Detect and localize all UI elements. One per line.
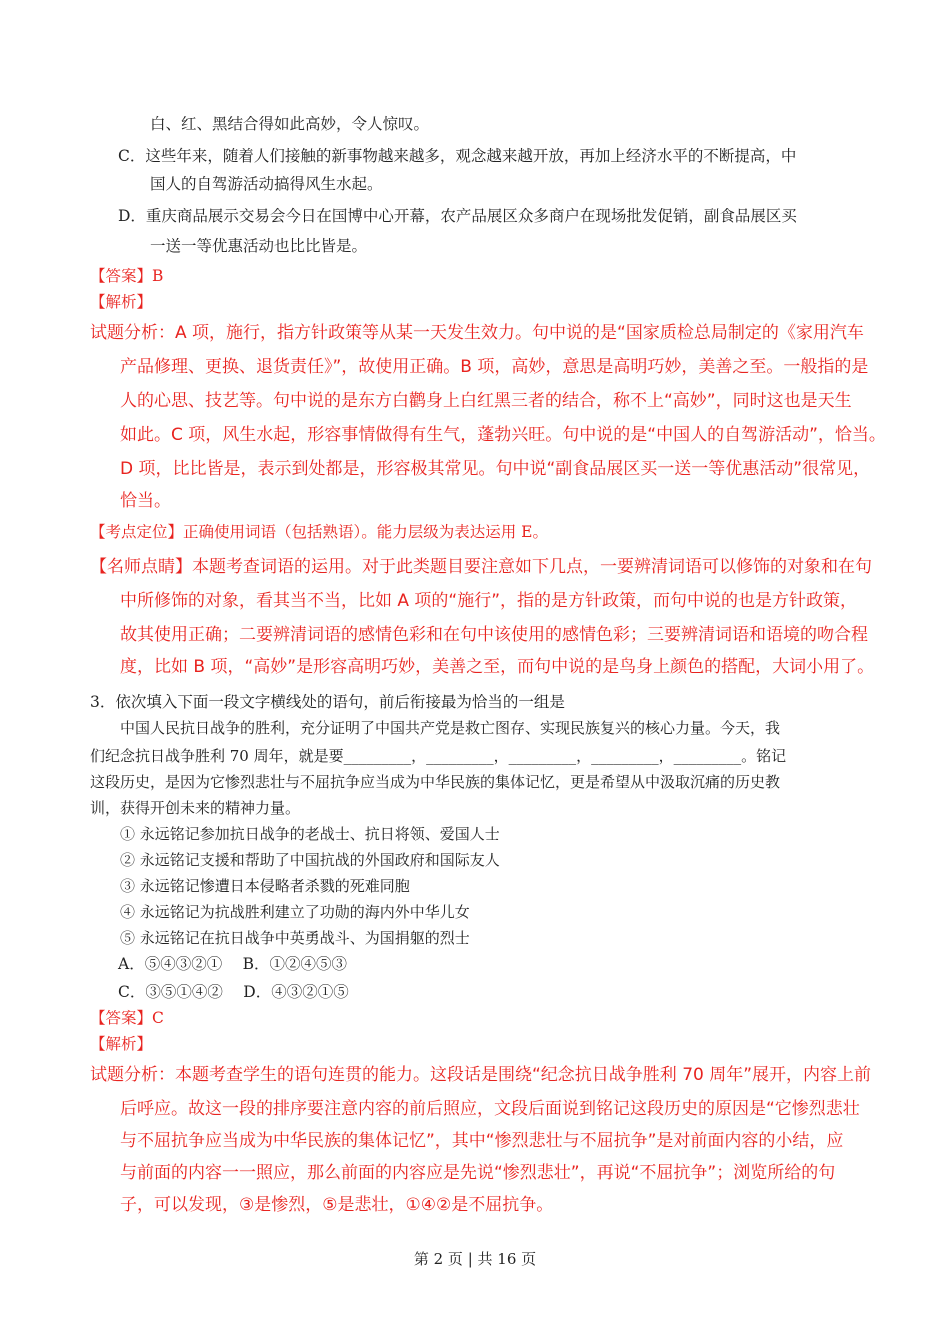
q2-kaodian: 【考点定位】正确使用词语（包括熟语）。能力层级为表达运用 E。 xyxy=(90,523,548,541)
q3-analysis-line: 与不屈抗争应当成为中华民族的集体记忆”，其中“惨烈悲壮与不屈抗争”是对前面内容的小结，应 xyxy=(120,1131,844,1151)
q2-analysis-label: 【解析】 xyxy=(90,293,153,311)
q2-mingshi-line: 度，比如 B 项，“高妙”是形容高明巧妙，美善之至，而句中说的是鸟身上颜色的搭配，大词小用了。 xyxy=(120,657,875,677)
q2-analysis-line: 恰当。 xyxy=(120,491,171,511)
q3-analysis-line: 子，可以发现，③是惨烈，⑤是悲壮，①④②是不屈抗争。 xyxy=(120,1195,554,1215)
q2-answer: 【答案】B xyxy=(90,267,164,285)
page-footer: 第 2 页 | 共 16 页 xyxy=(413,1250,537,1268)
q3-passage-line: 这段历史，是因为它惨烈悲壮与不屈抗争应当成为中华民族的集体记忆，更是希望从中汲取沉痛的历史教 xyxy=(90,773,781,791)
q2-mingshi-line: 中所修饰的对象，看其当不当，比如 A 项的“施行”，指的是方针政策，而句中说的也是方针政策， xyxy=(120,591,858,611)
q2-option-d-continuation: 一送一等优惠活动也比比皆是。 xyxy=(150,237,368,255)
q2-analysis-line: D 项，比比皆是，表示到处都是，形容极其常见。句中说“副食品展区买一送一等优惠活动”很常见， xyxy=(120,459,871,479)
q2-analysis-line: 人的心思、技艺等。句中说的是东方白鹳身上白红黑三者的结合，称不上“高妙”，同时这也是天生 xyxy=(120,391,852,411)
q3-passage-line: 中国人民抗日战争的胜利，充分证明了中国共产党是救亡图存、实现民族复兴的核心力量。今天，我 xyxy=(120,719,781,737)
q2-analysis-line: 试题分析：A 项，施行，指方针政策等从某一天发生效力。句中说的是“国家质检总局制定的《家用汽车 xyxy=(90,323,864,343)
q2-option-b-continuation: 白、红、黑结合得如此高妙，令人惊叹。 xyxy=(150,115,430,133)
q3-analysis-line: 与前面的内容一一照应，那么前面的内容应是先说“惨烈悲壮”，再说“不屈抗争”；浏览所给的句 xyxy=(120,1163,836,1183)
q3-item: ⑤ 永远铭记在抗日战争中英勇战斗、为国捐躯的烈士 xyxy=(120,929,470,947)
q2-analysis-line: 如此。C 项，风生水起，形容事情做得有生气，蓬勃兴旺。句中说的是“中国人的自驾游活动”，恰当。 xyxy=(120,425,886,445)
q3-choices-row: A．⑤④③②① B．①②④⑤③ xyxy=(118,955,348,973)
q2-mingshi-line: 【名师点睛】本题考查词语的运用。对于此类题目要注意如下几点，一要辨清词语可以修饰的对象和在句 xyxy=(90,557,872,577)
q3-analysis-line: 后呼应。故这一段的排序要注意内容的前后照应，文段后面说到铭记这段历史的原因是“它惨烈悲壮 xyxy=(120,1099,860,1119)
q3-choices-row: C．③⑤①④② D．④③②①⑤ xyxy=(118,983,349,1001)
q3-analysis-line: 试题分析：本题考查学生的语句连贯的能力。这段话是围绕“纪念抗日战争胜利 70 周年”展开，内容上前 xyxy=(90,1065,872,1085)
q3-item: ② 永远铭记支援和帮助了中国抗战的外国政府和国际友人 xyxy=(120,851,500,869)
q3-answer: 【答案】C xyxy=(90,1009,164,1027)
q2-mingshi-line: 故其使用正确；二要辨清词语的感情色彩和在句中该使用的感情色彩；三要辨清词语和语境的吻合程 xyxy=(120,625,868,645)
q2-option-c-continuation: 国人的自驾游活动搞得风生水起。 xyxy=(150,175,383,193)
q2-option-c: C．这些年来，随着人们接触的新事物越来越多，观念越来越开放，再加上经济水平的不断提高，中 xyxy=(118,147,797,165)
q3-item: ③ 永远铭记惨遭日本侵略者杀戮的死难同胞 xyxy=(120,877,410,895)
q3-stem: 3．依次填入下面一段文字横线处的语句，前后衔接最为恰当的一组是 xyxy=(90,693,565,711)
q3-item: ④ 永远铭记为抗战胜利建立了功勋的海内外中华儿女 xyxy=(120,903,470,921)
q2-analysis-line: 产品修理、更换、退货责任》”，故使用正确。B 项，高妙，意思是高明巧妙，美善之至。一般指的是 xyxy=(120,357,869,377)
q3-analysis-label: 【解析】 xyxy=(90,1035,153,1053)
q3-passage-line: 们纪念抗日战争胜利 70 周年，就是要_________，_________，_________，_________，_________。铭记 xyxy=(90,747,787,765)
q3-item: ① 永远铭记参加抗日战争的老战士、抗日将领、爱国人士 xyxy=(120,825,500,843)
q3-passage-line: 训，获得开创未来的精神力量。 xyxy=(90,799,301,817)
q2-option-d: D．重庆商品展示交易会今日在国博中心开幕，农产品展区众多商户在现场批发促销，副食品展区买 xyxy=(118,207,797,225)
